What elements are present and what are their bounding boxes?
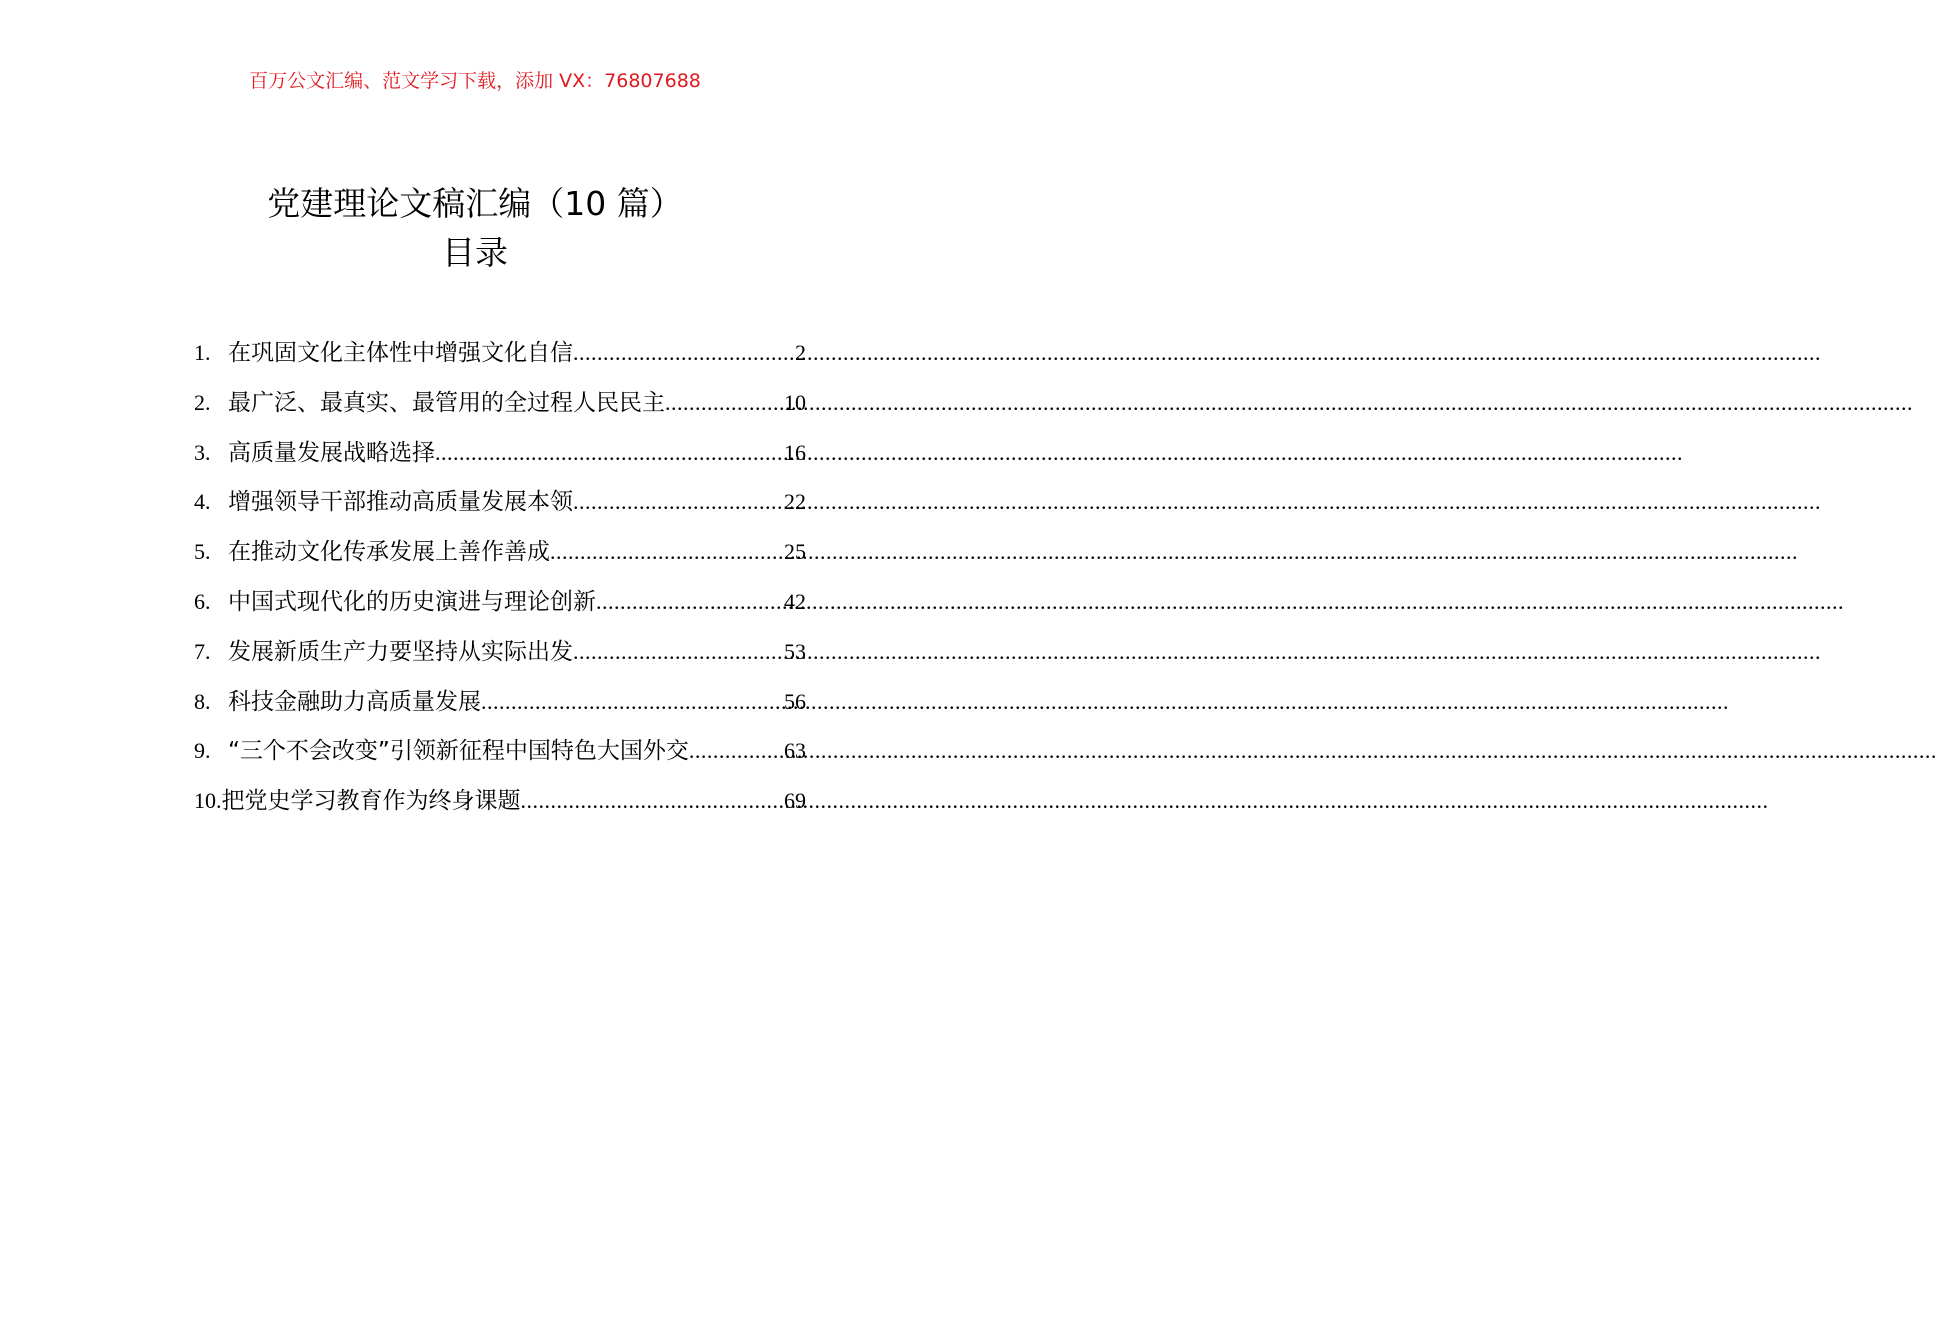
toc-entry-page: 56 [784, 688, 806, 714]
toc-entry-number: 3. [194, 439, 211, 465]
toc-entry-title: 把党史学习教育作为终身课题 [221, 788, 521, 815]
toc-entry-title: 在巩固文化主体性中增强文化自信 [228, 340, 573, 366]
toc-entry-title: 在推动文化传承发展上善作善成 [228, 539, 550, 566]
toc-dot-leader [596, 583, 784, 621]
toc-entry[interactable] [194, 633, 806, 683]
toc-entry-title: 中国式现代化的历史演进与理论创新 [228, 588, 596, 615]
toc-entry-title: 科技金融助力高质量发展 [228, 688, 481, 715]
toc-entry[interactable] [194, 782, 806, 832]
toc-entry-page: 25 [784, 539, 806, 565]
toc-dot-leader [573, 334, 795, 372]
toc-entry-number: 5. [194, 539, 211, 565]
toc-entry-number: 6. [194, 588, 211, 614]
header-note: 百万公文汇编、范文学习下载，添加 VX：76807688 [249, 70, 701, 92]
toc-entry[interactable] [194, 732, 806, 782]
toc-entry[interactable] [194, 434, 806, 484]
toc-dot-leader [550, 533, 784, 571]
toc-dot-leader [665, 384, 784, 422]
toc-dot-leader [573, 483, 784, 521]
toc-entry[interactable] [194, 334, 806, 384]
toc-entry-number: 4. [194, 489, 211, 515]
toc-dot-leader [435, 434, 784, 472]
toc-entry[interactable] [194, 583, 806, 633]
toc-entry-title: “三个不会改变”引领新征程中国特色大国外交 [228, 738, 689, 765]
toc-entry-number: 2. [194, 389, 211, 415]
toc-entry-page: 53 [784, 638, 806, 664]
toc-entry-number: 9. [194, 738, 211, 764]
toc-entry-page: 22 [784, 489, 806, 515]
toc-entry-number: 10. [194, 788, 222, 814]
toc-entry[interactable] [194, 483, 806, 533]
toc-entry-number: 8. [194, 688, 211, 714]
toc-dot-leader [521, 782, 785, 820]
toc-entry-page: 2 [795, 340, 806, 365]
toc-entry-page: 16 [784, 439, 806, 465]
toc-entry[interactable] [194, 384, 806, 434]
toc-entry-number: 1. [194, 340, 211, 365]
toc-heading: 目录 [442, 233, 508, 272]
toc-entry[interactable] [194, 683, 806, 733]
document-title: 党建理论文稿汇编（10 篇） [267, 184, 683, 223]
toc-entry-page: 69 [784, 788, 806, 814]
toc-entry-page: 42 [784, 588, 806, 614]
toc-entry-title: 增强领导干部推动高质量发展本领 [228, 489, 573, 516]
toc-entry[interactable] [194, 533, 806, 583]
toc-dot-leader [573, 633, 784, 671]
toc-dot-leader [481, 683, 784, 721]
toc-entry-title: 发展新质生产力要坚持从实际出发 [228, 638, 573, 665]
toc-entry-page: 10 [784, 389, 806, 415]
toc-entry-number: 7. [194, 638, 211, 664]
table-of-contents [194, 334, 806, 832]
toc-dot-leader [689, 732, 784, 770]
toc-entry-title: 高质量发展战略选择 [228, 439, 435, 466]
toc-entry-title: 最广泛、最真实、最管用的全过程人民民主 [228, 389, 665, 416]
toc-entry-page: 63 [784, 738, 806, 764]
